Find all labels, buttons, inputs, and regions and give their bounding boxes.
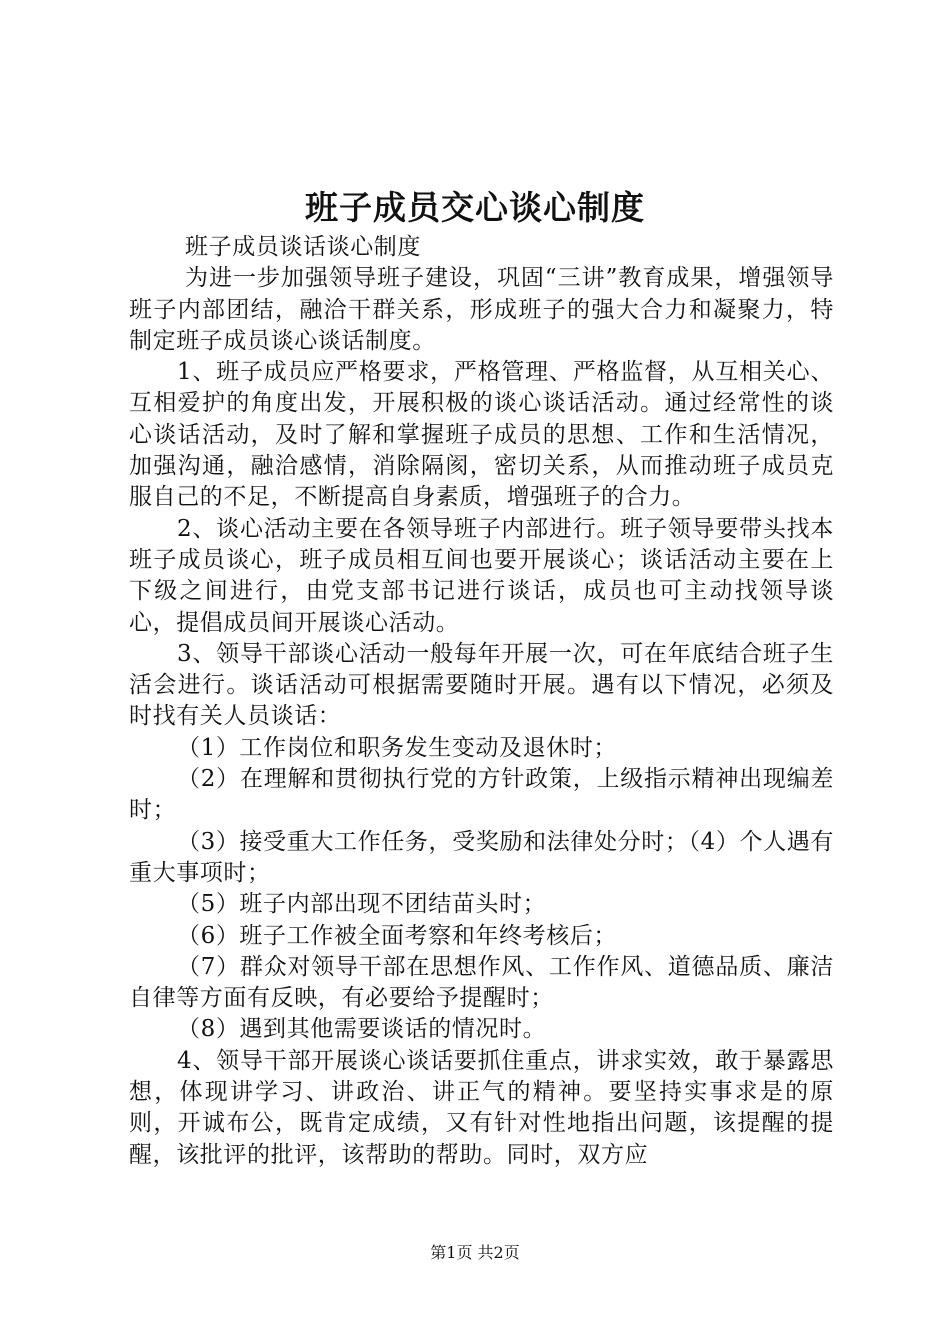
item-7-paragraph: （7）群众对领导干部在思想作风、工作作风、道德品质、廉洁自律等方面有反映，有必要给予提醒时； xyxy=(129,953,834,1012)
item-6-paragraph: （6）班子工作被全面考察和年终考核后； xyxy=(177,922,618,949)
document-title: 班子成员交心谈心制度 xyxy=(305,188,645,227)
item-2-paragraph: （2）在理解和贯彻执行党的方针政策，上级指示精神出现编差时； xyxy=(129,766,834,824)
intro-paragraph: 为进一步加强领导班子建设，巩固“三讲”教育成果，增强领导班子内部团结，融洽干群关系，形成班子的强大合力和凝聚力，特制定班子成员谈心谈话制度。 xyxy=(129,265,834,354)
subtitle-paragraph: 班子成员谈话谈心制度 xyxy=(185,234,421,260)
item-5-paragraph: （5）班子内部出现不团结苗头时； xyxy=(177,891,547,918)
document-body xyxy=(129,232,834,1171)
clause-3-paragraph: 3、领导干部谈心活动一般每年开展一次，可在年底结合班子生活会进行。谈话活动可根据需要随时开展。遇有以下情况，必须及时找有关人员谈话： xyxy=(129,640,834,730)
item-1-paragraph: （1）工作岗位和职务发生变动及退休时； xyxy=(177,734,618,761)
clause-1-paragraph: 1、班子成员应严格要求，严格管理、严格监督，从互相关心、互相爱护的角度出发，开展积极的谈心谈话活动。通过经常性的谈心谈话活动，及时了解和掌握班子成员的思想、工作和生活情况，加强沟通，融洽感情，消除隔阂，密切关系，从而推动班子成员克服自己的不足，不断提高自身素质，增强班子的合力。 xyxy=(129,359,834,511)
item-8-paragraph: （8）遇到其他需要谈话的情况时。 xyxy=(177,1016,547,1043)
clause-2-paragraph: 2、谈心活动主要在各领导班子内部进行。班子领导要带头找本班子成员谈心，班子成员相互间也要开展谈心；谈话活动主要在上下级之间进行，由党支部书记进行谈话，成员也可主动找领导谈心，提倡成员间开展谈心活动。 xyxy=(129,515,834,636)
item-3-4-paragraph: （3）接受重大工作任务，受奖励和法律处分时；（4）个人遇有重大事项时； xyxy=(129,828,834,886)
clause-4-paragraph: 4、领导干部开展谈心谈话要抓住重点，讲求实效，敢于暴露思想，体现讲学习、讲政治、讲正气的精神。要坚持实事求是的原则，开诚布公，既肯定成绩，又有针对性地指出问题，该提醒的提醒，该批评的批评，该帮助的帮助。同时，双方应 xyxy=(129,1047,834,1168)
page-footer: 第1页 共2页 xyxy=(430,1243,520,1262)
